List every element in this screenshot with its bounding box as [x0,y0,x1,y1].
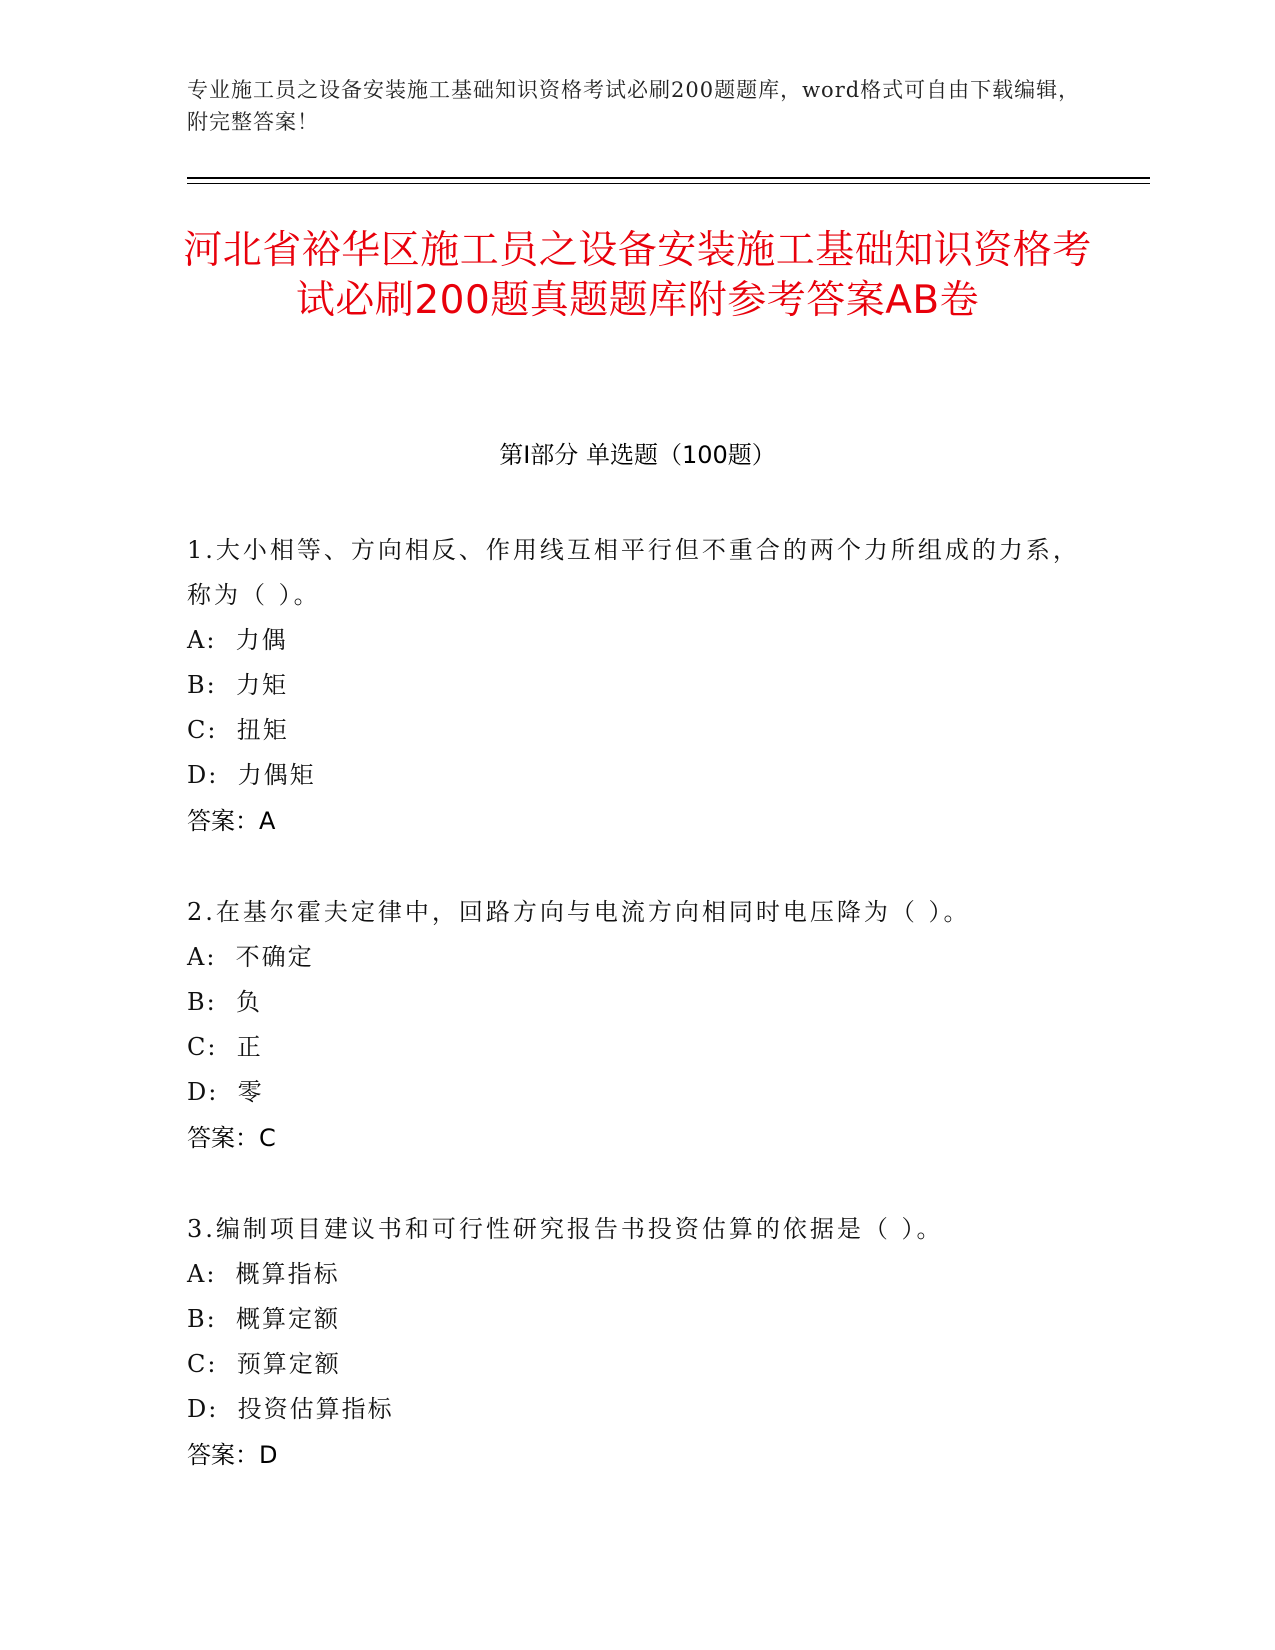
header-note: 专业施工员之设备安装施工基础知识资格考试必刷200题题库，word格式可自由下载编辑，附完整答案！ [187,78,1081,134]
option-a: A: 概算指标 [187,1260,340,1288]
document-title: 河北省裕华区施工员之设备安装施工基础知识资格考试必刷200题真题题库附参考答案AB卷 [183,228,1092,323]
question-1 [187,528,1087,844]
option-b: B: 力矩 [187,671,288,699]
question-stem: 2.在基尔霍夫定律中，回路方向与电流方向相同时电压降为（ ）。 [187,898,971,926]
section-title: 第I部分 单选题（100题） [499,441,776,469]
question-3 [187,1207,1087,1478]
question-stem: 3.编制项目建议书和可行性研究报告书投资估算的依据是（ ）。 [187,1215,944,1243]
answer-line: 答案：D [187,1441,278,1469]
header-divider-thin [187,183,1150,184]
header-divider-thick [187,177,1150,179]
answer-line: 答案：C [187,1124,276,1152]
option-d: D: 力偶矩 [187,761,316,789]
option-c: C: 预算定额 [187,1350,341,1378]
option-b: B: 负 [187,988,262,1016]
answer-line: 答案：A [187,807,276,835]
option-a: A: 力偶 [187,626,288,654]
option-c: C: 正 [187,1033,263,1061]
option-b: B: 概算定额 [187,1305,340,1333]
option-c: C: 扭矩 [187,716,289,744]
question-2 [187,890,1087,1161]
question-list [187,528,1087,1524]
question-stem: 1.大小相等、方向相反、作用线互相平行但不重合的两个力所组成的力系，称为（ ）。 [187,536,1080,609]
option-d: D: 零 [187,1078,264,1106]
option-a: A: 不确定 [187,943,314,971]
option-d: D: 投资估算指标 [187,1395,394,1423]
